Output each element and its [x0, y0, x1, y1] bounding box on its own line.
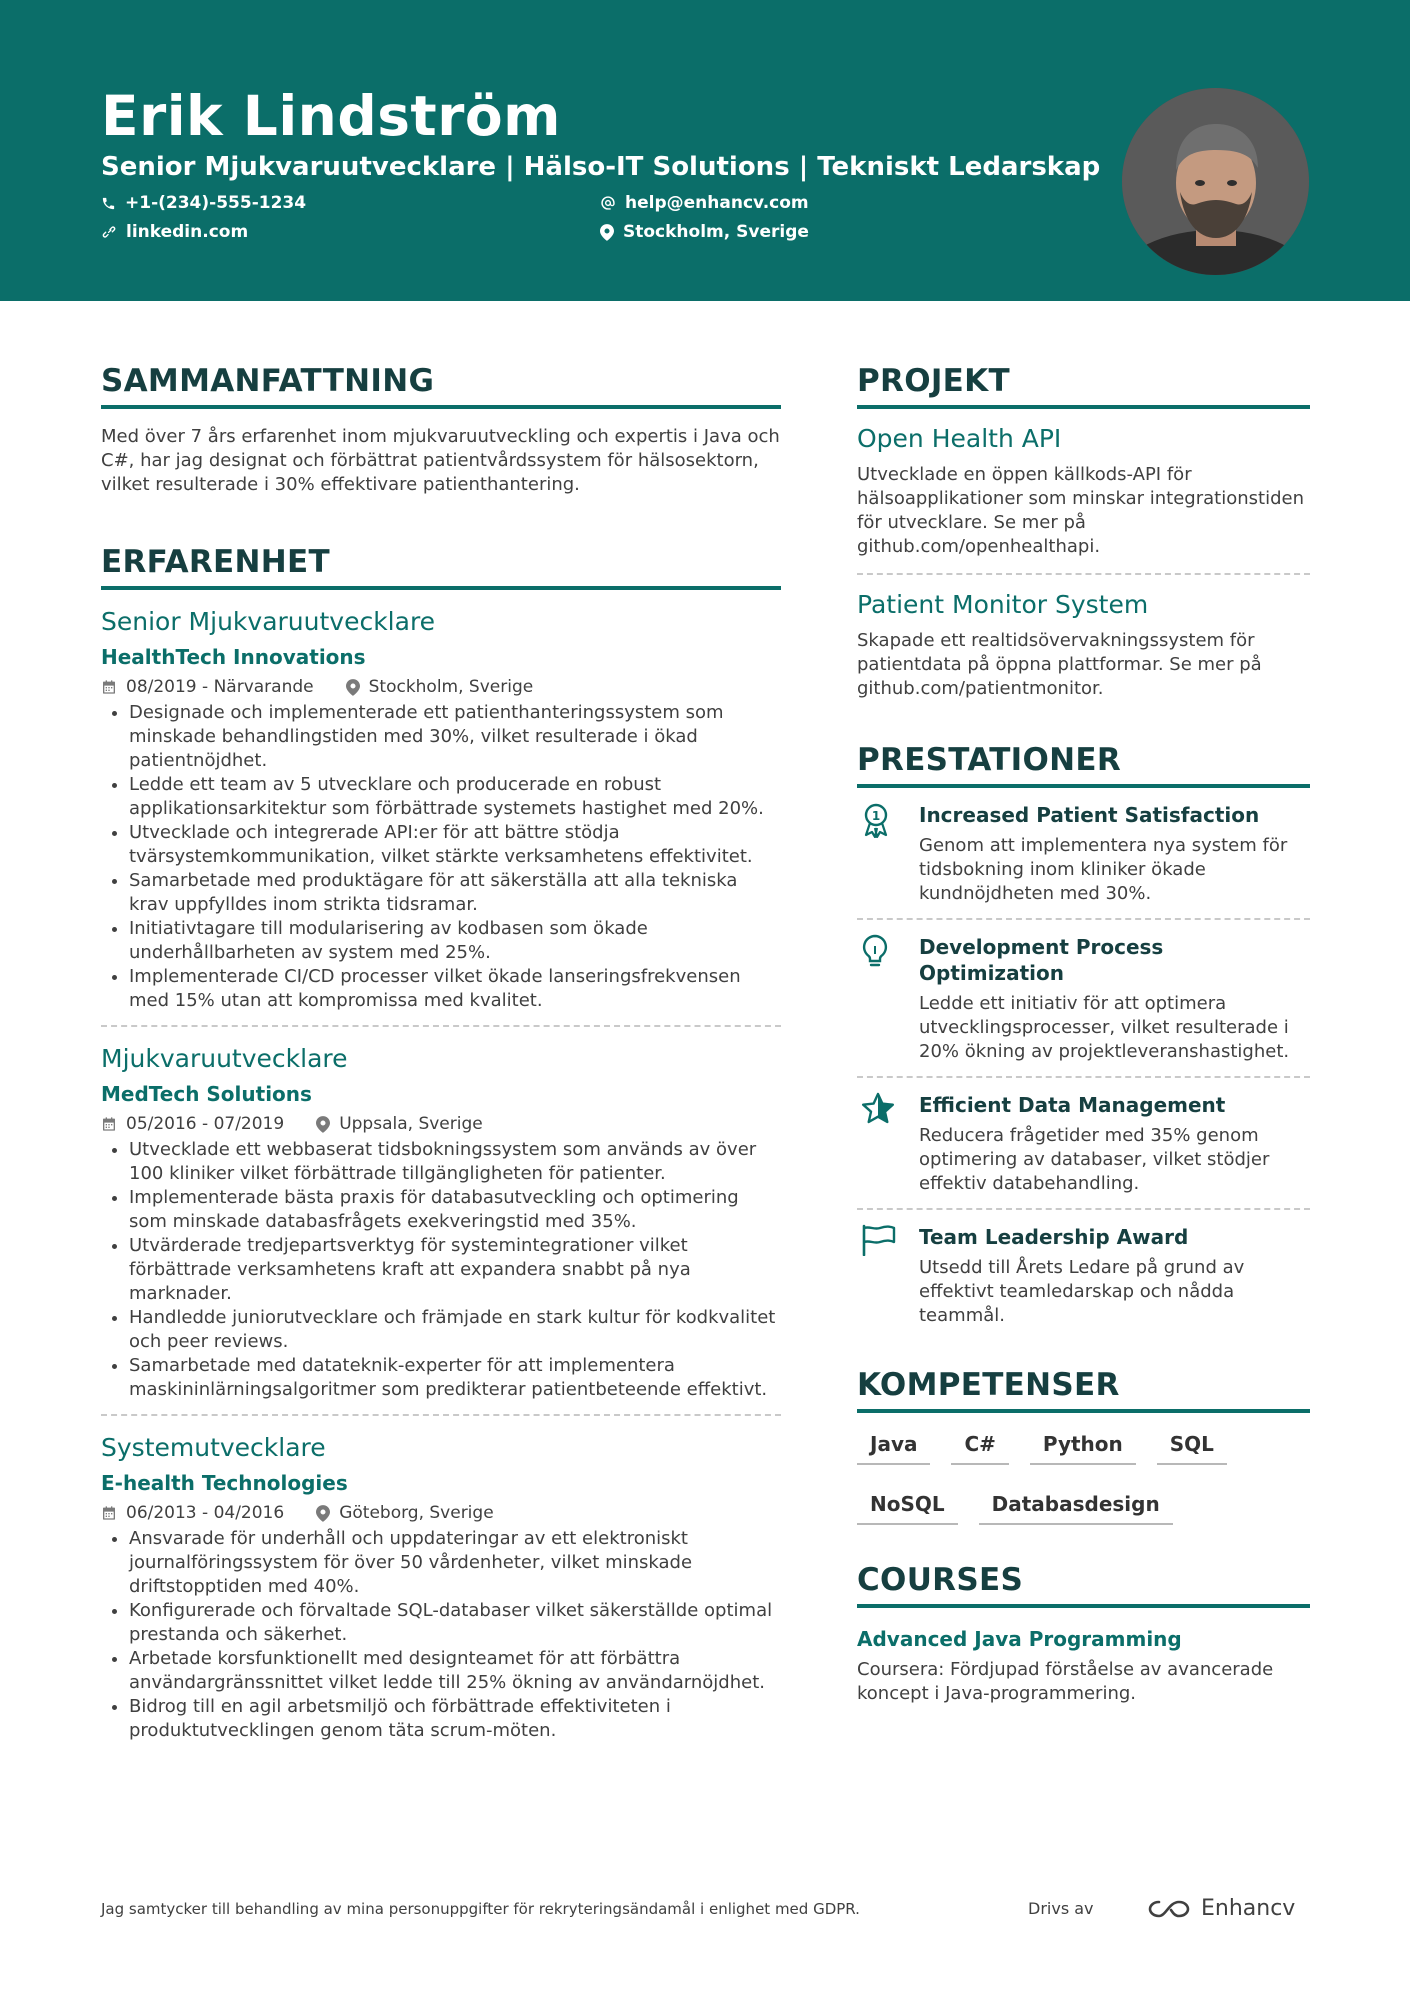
job-bullet: • Bidrog till en agil arbetsmiljö och förbättrade effektiviteten i produktutvecklingen genom täta scrum-möten.	[129, 1695, 781, 1743]
contact-linkedin[interactable]	[101, 222, 248, 242]
achievement-body	[919, 1092, 1310, 1196]
skills-list	[857, 1427, 1310, 1547]
linkedin-text: linkedin.com	[126, 222, 249, 242]
project-description: Skapade ett realtidsövervakningssystem för patientdata på öppna plattformar. Se mer på github.com/patientmonitor.	[857, 630, 1262, 699]
job-bullet: • Samarbetade med datateknik-experter för att implementera maskininlärningsalgoritmer som predikterar patientbeteende effektivt.	[129, 1354, 781, 1402]
job-entry	[101, 1043, 781, 1416]
job-bullet: • Utvecklade ett webbaserat tidsbokningssystem som används av över 100 kliniker vilket förbättrade tillgängligheten för patienter.	[129, 1138, 781, 1186]
location-pin-icon	[346, 679, 360, 696]
job-bullet: • Arbetade korsfunktionellt med designteamet för att förbättra användargränssnittet vilket ledde till 25% ökning av användarnöjdhet.	[129, 1647, 781, 1695]
job-meta	[101, 1502, 781, 1524]
course-title: Advanced Java Programming	[857, 1627, 1182, 1651]
job-bullet: • Designade och implementerade ett patienthanteringssystem som minskade behandlingstiden med 30%, vilket resulterade i ökad patientnöjdhet.	[129, 701, 781, 773]
brand-logo[interactable]	[1147, 1896, 1295, 1921]
achievement-description: Utsedd till Årets Ledare på grund av effektivt teamledarskap och nådda teammål.	[919, 1257, 1245, 1326]
company-name: HealthTech Innovations	[101, 645, 366, 669]
job-bullet: • Handledde juniorutvecklare och främjade en stark kultur för kodkvalitet och peer reviews.	[129, 1306, 781, 1354]
job-bullet: • Initiativtagare till modularisering av kodbasen som ökade underhållbarheten av system med 25%.	[129, 917, 781, 965]
job-bullet: • Utvecklade och integrerade API:er för att bättre stödja tvärsystemkommunikation, vilket stärkte verksamhetens effektivitet.	[129, 821, 781, 869]
job-title: Mjukvaruutvecklare	[101, 1044, 348, 1073]
gdpr-consent: Jag samtycker till behandling av mina personuppgifter för rekryteringsändamål i enlighet med GDPR.	[101, 1900, 860, 1918]
job-bullet: • Implementerade bästa praxis för databasutveckling och optimering som minskade databasfrågets exekveringstid med 35%.	[129, 1186, 781, 1234]
skill-tag: Python	[1030, 1427, 1136, 1465]
skill-tag: Databasdesign	[979, 1487, 1173, 1525]
skill-tag: SQL	[1157, 1427, 1227, 1465]
lightbulb-icon	[857, 934, 919, 1064]
skill-tag: NoSQL	[857, 1487, 958, 1525]
job-title: Senior Mjukvaruutvecklare	[101, 607, 436, 636]
job-location	[346, 676, 534, 698]
job-bullet: • Ansvarade för underhåll och uppdateringar av ett elektroniskt journalföringssystem för över 50 vårdenheter, vilket minskade driftstopptiden med 40%.	[129, 1527, 781, 1599]
achievement-title: Team Leadership Award	[919, 1225, 1189, 1249]
achievement-entry	[857, 1078, 1310, 1210]
projects-section	[857, 360, 1310, 715]
award-ribbon-icon	[857, 802, 919, 906]
skills-section	[857, 1364, 1310, 1547]
link-icon	[101, 224, 117, 240]
job-entry	[101, 1432, 781, 1755]
job-bullet: • Utvärderade tredjepartsverktyg för systemintegrationer vilket förbättrade verksamhetens kraft att expandera snabbt på nya marknader.	[129, 1234, 781, 1306]
achievement-description: Genom att implementera nya system för tidsbokning inom kliniker ökade kundnöjdheten med 30%.	[919, 835, 1288, 904]
location-pin-icon	[316, 1505, 330, 1522]
achievement-entry	[857, 788, 1310, 920]
powered-by-label: Drivs av	[1028, 1899, 1094, 1918]
company-name: E-health Technologies	[101, 1471, 348, 1495]
job-bullet: • Ledde ett team av 5 utvecklare och producerade en robust applikationsarkitektur som förbättrade systemets hastighet med 20%.	[129, 773, 781, 821]
calendar-icon	[101, 1116, 117, 1132]
achievements-heading: PRESTATIONER	[857, 739, 1310, 788]
job-location	[316, 1502, 493, 1524]
headline: Senior Mjukvaruutvecklare | Hälso-IT Solutions | Tekniskt Ledarskap	[101, 152, 1101, 182]
skill-tag: C#	[951, 1427, 1008, 1465]
job-meta	[101, 676, 781, 698]
job-title: Systemutvecklare	[101, 1433, 326, 1462]
achievement-description: Ledde ett initiativ för att optimera utvecklingsprocesser, vilket resulterade i 20% ökning av projektleveranshastighet.	[919, 993, 1290, 1062]
job-bullets	[101, 1527, 781, 1743]
job-entry	[101, 606, 781, 1027]
courses-section	[857, 1559, 1310, 1706]
projects-heading: PROJEKT	[857, 360, 1310, 409]
project-description: Utvecklade en öppen källkods-API för hälsoapplikationer som minskar integrationstiden för utvecklare. Se mer på github.com/openhealthapi.	[857, 464, 1304, 557]
star-icon	[857, 1092, 919, 1196]
summary-heading: SAMMANFATTNING	[101, 360, 781, 409]
left-column	[101, 360, 781, 1755]
brand-name: Enhancv	[1201, 1896, 1296, 1921]
candidate-name: Erik Lindström	[101, 84, 561, 148]
enhancv-logo-icon	[1147, 1898, 1193, 1920]
flag-icon	[857, 1224, 919, 1328]
calendar-icon	[101, 1505, 117, 1521]
job-dates: 05/2016 - 07/2019	[126, 1114, 285, 1134]
job-meta	[101, 1113, 781, 1135]
project-entry	[857, 423, 1310, 575]
achievement-title: Development Process Optimization	[919, 935, 1164, 985]
contact-email[interactable]	[600, 193, 809, 213]
email-text: help@enhancv.com	[625, 193, 809, 213]
job-location-text: Stockholm, Sverige	[368, 677, 534, 697]
course-description: Coursera: Fördjupad förståelse av avancerade koncept i Java-programmering.	[857, 1659, 1274, 1704]
contact-location	[600, 222, 809, 242]
skills-heading: KOMPETENSER	[857, 1364, 1310, 1413]
achievement-body	[919, 934, 1310, 1064]
job-bullets	[101, 1138, 781, 1402]
contact-phone[interactable]	[101, 193, 306, 213]
job-dates: 08/2019 - Närvarande	[126, 677, 314, 697]
achievement-entry	[857, 1210, 1310, 1340]
achievements-section	[857, 739, 1310, 1340]
project-entry	[857, 589, 1310, 715]
job-bullet: • Konfigurerade och förvaltade SQL-databaser vilket säkerställde optimal prestanda och säkerhet.	[129, 1599, 781, 1647]
phone-text: +1-(234)-555-1234	[125, 193, 307, 213]
summary-section	[101, 360, 781, 497]
summary-text: Med över 7 års erfarenhet inom mjukvaruutveckling och expertis i Java och C#, har jag designat och förbättrat patientvårdssystem för hälsosektorn, vilket resulterade i 30% effektivare patienthantering.	[101, 426, 780, 495]
job-location	[316, 1113, 483, 1135]
project-title: Open Health API	[857, 424, 1062, 453]
skill-tag: Java	[857, 1427, 930, 1465]
location-pin-icon	[316, 1116, 330, 1133]
achievement-title: Efficient Data Management	[919, 1093, 1226, 1117]
achievement-description: Reducera frågetider med 35% genom optimering av databaser, vilket stödjer effektiv databehandling.	[919, 1125, 1270, 1194]
experience-section	[101, 541, 781, 1755]
project-title: Patient Monitor System	[857, 590, 1149, 619]
header-band	[0, 0, 1410, 301]
job-location-text: Uppsala, Sverige	[339, 1114, 483, 1134]
achievement-body	[919, 802, 1310, 906]
job-location-text: Göteborg, Sverige	[339, 1503, 494, 1523]
company-name: MedTech Solutions	[101, 1082, 312, 1106]
job-bullet: • Implementerade CI/CD processer vilket ökade lanseringsfrekvensen med 15% utan att kompromissa med kvalitet.	[129, 965, 781, 1013]
experience-heading: ERFARENHET	[101, 541, 781, 590]
right-column	[857, 360, 1310, 1706]
job-dates: 06/2013 - 04/2016	[126, 1503, 285, 1523]
achievement-body	[919, 1224, 1310, 1328]
achievement-entry	[857, 920, 1310, 1078]
achievement-title: Increased Patient Satisfaction	[919, 803, 1260, 827]
job-bullet: • Samarbetade med produktägare för att säkerställa att alla tekniska krav uppfylldes inom strikta tidsramar.	[129, 869, 781, 917]
calendar-icon	[101, 679, 117, 695]
profile-photo	[1122, 88, 1309, 275]
location-pin-icon	[600, 224, 614, 241]
location-text: Stockholm, Sverige	[623, 222, 809, 242]
job-bullets	[101, 701, 781, 1013]
phone-icon	[101, 196, 116, 211]
svg-text:1: 1	[871, 809, 881, 823]
at-icon	[600, 195, 616, 211]
courses-heading: COURSES	[857, 1559, 1310, 1608]
